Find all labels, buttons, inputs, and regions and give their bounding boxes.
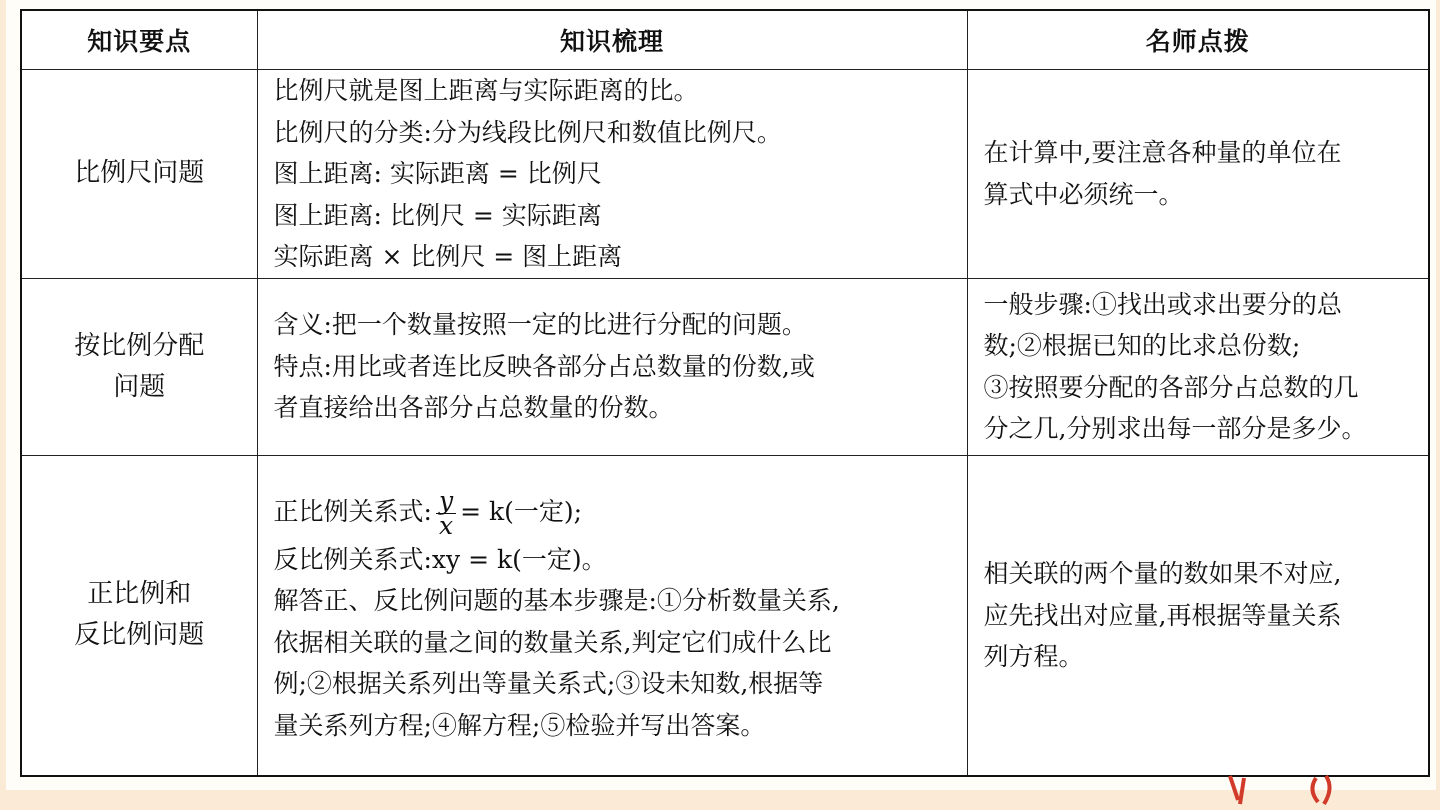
content-cell — [257, 278, 967, 455]
content-cell — [257, 455, 967, 776]
tip-line: 应先找出对应量,再根据等量关系 — [983, 600, 1342, 630]
tip-line: 一般步骤:①找出或求出要分的总 — [983, 289, 1342, 319]
topic-line: 反比例问题 — [74, 620, 205, 651]
tip-line: 数;②根据已知的比求总份数; — [983, 331, 1301, 360]
content-line: 解答正、反比例问题的基本步骤是:①分析数量关系, — [273, 586, 840, 615]
content-line: 者直接给出各部分占总数量的份数。 — [273, 393, 674, 423]
tip-cell — [967, 70, 1429, 279]
fraction — [436, 485, 456, 540]
content-line: 例;②根据关系列出等量关系式;③设未知数,根据等 — [273, 669, 824, 698]
formula-suffix: = k(一定); — [460, 496, 583, 526]
tip-line: 列方程。 — [983, 642, 1084, 671]
inverse-proportion-formula: 反比例关系式:xy = k(一定)。 — [273, 544, 607, 574]
content-line: 比例尺的分类:分为线段比例尺和数值比例尺。 — [273, 117, 782, 147]
tip-line: 分之几,分别求出每一部分是多少。 — [983, 414, 1367, 443]
tip-cell — [967, 278, 1429, 455]
tip-line: 算式中必须统一。 — [983, 179, 1184, 209]
table-row — [21, 278, 1429, 455]
header-row — [21, 10, 1429, 70]
content-line: 含义:把一个数量按照一定的比进行分配的问题。 — [273, 310, 807, 340]
knowledge-table — [20, 9, 1430, 777]
content-line: 图上距离: 比例尺 = 实际距离 — [273, 200, 602, 230]
topic-cell — [21, 278, 257, 455]
header-key-points: 知识要点 — [21, 10, 257, 70]
content-line: 依据相关联的量之间的数量关系,判定它们成什么比 — [273, 627, 832, 657]
table-row — [21, 70, 1429, 279]
header-teacher-tips: 名师点拨 — [967, 10, 1429, 70]
content-line: 实际距离 × 比例尺 = 图上距离 — [273, 242, 623, 271]
tip-cell — [967, 455, 1429, 776]
direct-proportion-formula — [274, 485, 953, 539]
formula-prefix: 正比例关系式: — [273, 496, 432, 526]
topic-line: 正比例和 — [87, 579, 192, 610]
fraction-denominator: x — [438, 510, 454, 540]
header-knowledge-summary: 知识梳理 — [257, 10, 967, 70]
tip-line: 在计算中,要注意各种量的单位在 — [983, 138, 1342, 168]
content-line: 量关系列方程;④解方程;⑤检验并写出答案。 — [273, 710, 766, 740]
content-line: 比例尺就是图上距离与实际距离的比。 — [273, 76, 699, 105]
topic-line: 比例尺问题 — [74, 158, 205, 189]
topic-cell — [21, 70, 257, 279]
content-cell — [257, 70, 967, 279]
tip-line: ③按照要分配的各部分占总数的几 — [983, 372, 1359, 402]
tip-line: 相关联的两个量的数如果不对应, — [983, 559, 1342, 588]
decorative-red-marks — [1220, 770, 1360, 810]
table-row — [21, 455, 1429, 776]
content-line: 图上距离: 实际距离 = 比例尺 — [273, 159, 602, 188]
topic-line: 问题 — [113, 371, 166, 402]
fraction-numerator: y — [436, 489, 456, 514]
content-line: 特点:用比或者连比反映各部分占总数量的份数,或 — [273, 351, 815, 381]
topic-line: 按比例分配 — [74, 330, 205, 361]
topic-cell — [21, 455, 257, 776]
